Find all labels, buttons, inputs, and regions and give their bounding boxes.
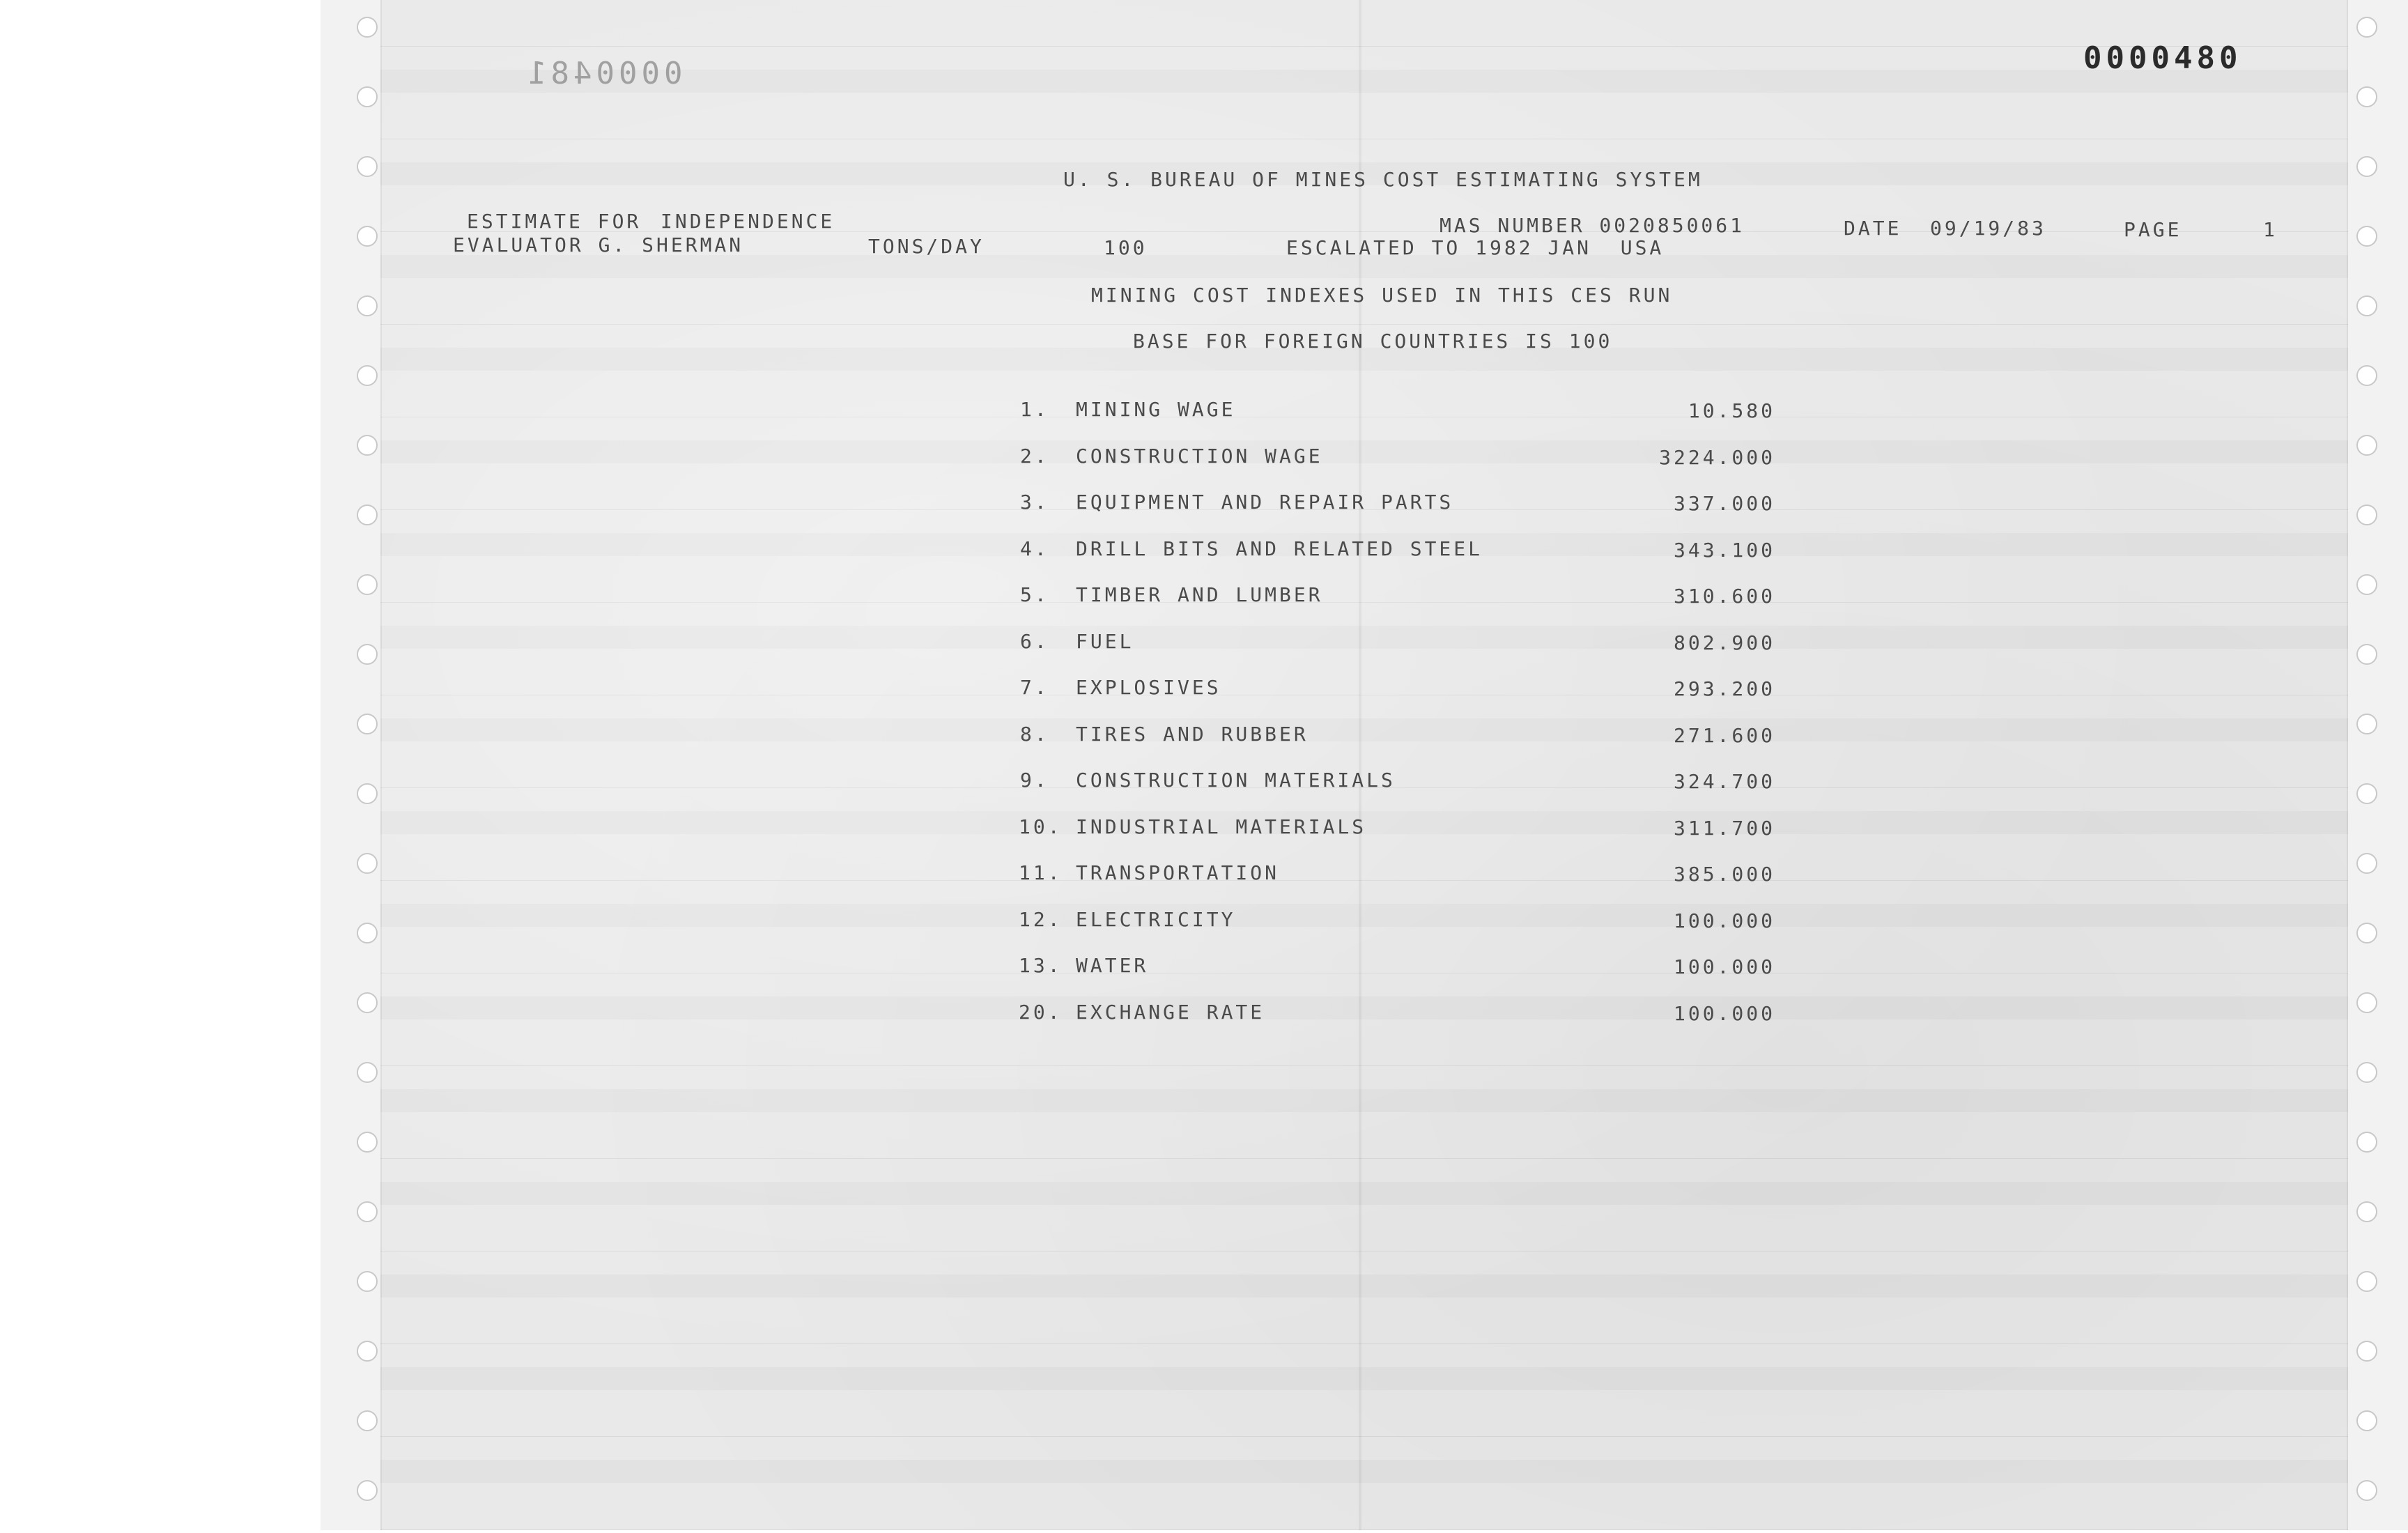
estimate-for-label: ESTIMATE FOR bbox=[467, 210, 642, 233]
index-value: 271.600 bbox=[1673, 723, 1775, 747]
tractor-hole bbox=[357, 295, 378, 316]
index-value: 343.100 bbox=[1673, 538, 1775, 562]
tractor-hole bbox=[2356, 295, 2377, 316]
index-name: CONSTRUCTION WAGE bbox=[1076, 444, 1323, 468]
date-value: 09/19/83 bbox=[1930, 217, 2046, 240]
index-name: TIRES AND RUBBER bbox=[1076, 722, 1309, 746]
index-number: 10. bbox=[1019, 815, 1063, 838]
index-name: ELECTRICITY bbox=[1076, 907, 1236, 931]
tractor-hole bbox=[2356, 923, 2377, 943]
tractor-hole bbox=[357, 1341, 378, 1362]
report-title: U. S. BUREAU OF MINES COST ESTIMATING SYSTEM bbox=[1063, 168, 1703, 191]
tractor-hole bbox=[2356, 992, 2377, 1013]
page-value: 1 bbox=[2263, 218, 2278, 241]
right-perforation bbox=[2347, 0, 2348, 1530]
tractor-hole bbox=[357, 435, 378, 456]
tractor-hole bbox=[357, 714, 378, 734]
index-number: 12. bbox=[1019, 907, 1063, 931]
tractor-hole bbox=[357, 783, 378, 804]
bleed-through-stamp: 0000481 bbox=[524, 56, 683, 91]
index-value: 10.580 bbox=[1688, 399, 1775, 422]
evaluator: EVALUATOR G. SHERMAN bbox=[453, 233, 744, 256]
index-value: 802.900 bbox=[1673, 631, 1775, 654]
index-name: TIMBER AND LUMBER bbox=[1076, 583, 1323, 606]
index-number: 8. bbox=[1020, 722, 1049, 746]
index-name: WATER bbox=[1076, 954, 1149, 977]
index-value: 324.700 bbox=[1673, 770, 1775, 793]
index-value: 100.000 bbox=[1673, 955, 1775, 978]
tractor-hole bbox=[2356, 1341, 2377, 1362]
index-name: MINING WAGE bbox=[1076, 398, 1236, 421]
index-number: 2. bbox=[1020, 444, 1049, 468]
tractor-hole bbox=[357, 644, 378, 665]
tractor-hole bbox=[2356, 714, 2377, 734]
estimate-for-value: INDEPENDENCE bbox=[661, 210, 835, 233]
index-value: 3224.000 bbox=[1659, 445, 1775, 469]
tractor-hole bbox=[2356, 574, 2377, 595]
tractor-hole bbox=[2356, 1201, 2377, 1222]
index-name: INDUSTRIAL MATERIALS bbox=[1076, 815, 1367, 838]
tractor-hole bbox=[2356, 156, 2377, 177]
index-name: FUEL bbox=[1076, 629, 1134, 653]
base-note: BASE FOR FOREIGN COUNTRIES IS 100 bbox=[1133, 330, 1613, 353]
index-number: 1. bbox=[1020, 398, 1049, 421]
tractor-hole bbox=[357, 17, 378, 38]
tractor-hole bbox=[2356, 1271, 2377, 1292]
tractor-hole bbox=[357, 1201, 378, 1222]
date-label: DATE bbox=[1844, 217, 1902, 240]
mas-number: MAS NUMBER 0020850061 bbox=[1440, 214, 1745, 237]
page-number-stamp: 0000480 bbox=[2083, 40, 2242, 76]
tractor-hole bbox=[357, 992, 378, 1013]
tractor-hole bbox=[357, 853, 378, 874]
tractor-hole bbox=[357, 226, 378, 247]
tractor-hole bbox=[357, 1271, 378, 1292]
tractor-hole bbox=[2356, 1480, 2377, 1501]
index-value: 385.000 bbox=[1673, 863, 1775, 886]
index-value: 310.600 bbox=[1673, 585, 1775, 608]
index-value: 337.000 bbox=[1673, 492, 1775, 515]
tractor-hole bbox=[357, 504, 378, 525]
tractor-hole bbox=[2356, 783, 2377, 804]
tractor-hole bbox=[357, 156, 378, 177]
index-value: 311.700 bbox=[1673, 816, 1775, 840]
index-number: 7. bbox=[1020, 676, 1049, 699]
tractor-hole bbox=[2356, 1410, 2377, 1431]
escalated-to: ESCALATED TO 1982 JAN USA bbox=[1286, 236, 1665, 259]
tractor-hole bbox=[2356, 1132, 2377, 1153]
index-number: 3. bbox=[1020, 491, 1049, 514]
index-name: CONSTRUCTION MATERIALS bbox=[1076, 769, 1396, 792]
tractor-hole bbox=[357, 1062, 378, 1083]
index-number: 20. bbox=[1019, 1000, 1063, 1024]
index-number: 5. bbox=[1020, 583, 1049, 606]
tractor-hole bbox=[357, 923, 378, 943]
tractor-hole bbox=[2356, 226, 2377, 247]
right-tractor-strip bbox=[2348, 0, 2408, 1530]
report-subtitle: MINING COST INDEXES USED IN THIS CES RUN bbox=[1091, 284, 1673, 307]
index-name: EXPLOSIVES bbox=[1076, 676, 1221, 699]
index-value: 100.000 bbox=[1673, 909, 1775, 932]
index-number: 9. bbox=[1020, 769, 1049, 792]
tractor-hole bbox=[2356, 1062, 2377, 1083]
index-number: 4. bbox=[1020, 537, 1049, 560]
tractor-hole bbox=[2356, 17, 2377, 38]
index-name: EXCHANGE RATE bbox=[1076, 1000, 1265, 1024]
tractor-hole bbox=[357, 365, 378, 386]
tractor-hole bbox=[2356, 644, 2377, 665]
index-name: TRANSPORTATION bbox=[1076, 861, 1280, 884]
left-perforation bbox=[380, 0, 382, 1530]
tractor-hole bbox=[357, 1410, 378, 1431]
tractor-hole bbox=[2356, 435, 2377, 456]
tractor-hole bbox=[357, 1132, 378, 1153]
index-number: 6. bbox=[1020, 629, 1049, 653]
page-label: PAGE bbox=[2124, 218, 2182, 241]
index-value: 100.000 bbox=[1673, 1001, 1775, 1025]
index-number: 11. bbox=[1019, 861, 1063, 884]
tractor-hole bbox=[2356, 365, 2377, 386]
index-name: DRILL BITS AND RELATED STEEL bbox=[1076, 537, 1483, 560]
index-name: EQUIPMENT AND REPAIR PARTS bbox=[1076, 491, 1454, 514]
tractor-hole bbox=[2356, 86, 2377, 107]
tons-day-label: TONS/DAY bbox=[868, 235, 985, 258]
index-value: 293.200 bbox=[1673, 677, 1775, 700]
tractor-hole bbox=[2356, 853, 2377, 874]
page-fold bbox=[1359, 0, 1361, 1530]
tractor-hole bbox=[357, 574, 378, 595]
tractor-hole bbox=[357, 86, 378, 107]
index-number: 13. bbox=[1019, 954, 1063, 977]
tractor-hole bbox=[357, 1480, 378, 1501]
tons-day-value: 100 bbox=[1104, 236, 1148, 259]
tractor-hole bbox=[2356, 504, 2377, 525]
